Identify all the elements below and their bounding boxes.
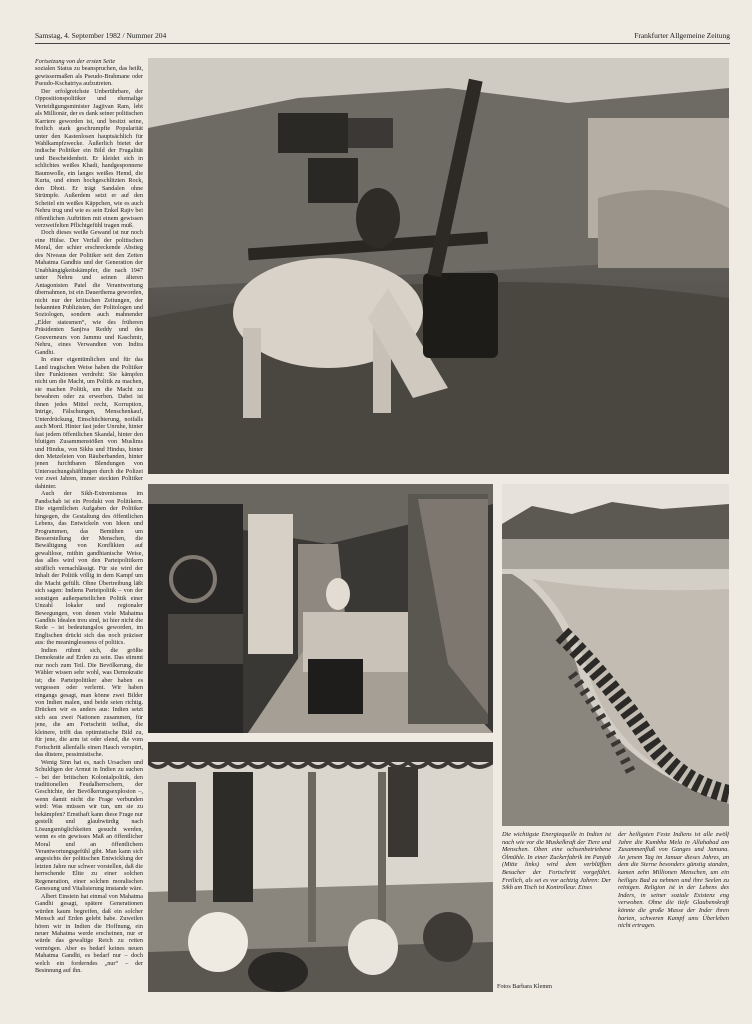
- caption-right: der heiligsten Feste Indiens ist alle zwölf Jahre die Kumbha Mela in Allahabad am Zusammenfluß von Ganges und Jamuna. An jenem Tag im Januar dieses Jahres, an dem die Sterne besonders günstig standen, kamen zehn Millionen Menschen, um ein heiliges Bad zu nehmen und ihre Seelen zu reinigen. Religion ist in der Lebens des Inders, in seiner soziale Existenz eng verwoben. Ohne die tiefe Glaubenskraft könnte die große Masse der Inder ihren harten, schweren Kampf ums Überleben nicht ertragen.: [618, 831, 729, 930]
- photo-river-bank: [502, 484, 729, 826]
- page-header: [35, 31, 730, 44]
- article-paragraph: Doch dieses weiße Gewand ist nur noch eine Hülse. Der Verfall der politischen Moral, der schier erschreckende Abstieg des Niveaus der Politiker seit den Zeiten Mahatma Gandhis und der Generation der Unabhängigkeitskämpfer, die nach 1947 unter Nehru und seinen älteren Antagonisten Patel die Verantwortung übernahmen, ist ein Dauerthema geworden, nicht nur der kritischen Zeitungen, der bekannten Publizisten, der Politologen und Soziologen, sondern auch mahnender „Elder statesmen“, wie des früheren Präsidenten Sanjiva Reddy und des Gouverneurs von Jammu und Kaschmir, Nehru, eines Verwandten von Indira Gandhi.: [35, 229, 143, 356]
- article-column: [35, 58, 143, 993]
- article-paragraph: Albert Einstein hat einmal von Mahatma Gandhi gesagt, spätere Generationen würden kaum begreifen, daß ein solcher Mensch auf Erden gelebt habe. Zuweilen hören wir in Indien die Hoffnung, ein neuer Mahatma werde erscheinen, nur er würde das gewaltige Reich zu retten vermögen. Aber es bedarf keines neuen Mahatma Gandhi, es bedarf nur – doch welch ein forderndes „nur“ – der Besinnung auf ihn.: [35, 892, 143, 975]
- photo-oil-mill: [148, 58, 729, 474]
- photo-sugar-factory: [148, 484, 493, 733]
- caption-left: Die wichtigste Energiequelle in Indien ist nach wie vor die Muskelkraft der Tiere und Menschen. Oben eine ochsenbetriebene Ölmühle. In einer Zuckerfabrik im Panjab (Mitte links) wird dem verblüfften Besucher der Fortschritt vorgeführt. Freilich, als sei es vor achtzig Jahren: Der Sikh am Tisch ist Kontrolleur. Eines: [502, 831, 611, 892]
- article-paragraph: Indien rühmt sich, die größte Demokratie auf Erden zu sein. Das stimmt nur noch zum Teil. Die Bevölkerung, die Wähler wissen sehr wohl, was Demokratie ist; die Parteipolitiker aber haben es vergessen oder verlernt. Wir haben eingangs gesagt, man könne zwei Bilder von Indien malen, und beide seien richtig. Drücken wir es anders aus: Indien setzt sich aus zwei Nationen zusammen, für jene, die am Fortschritt teilhat, die kleinere, trifft das optimistische Bild zu, für jene, die arm ist oder elend, die vom Fortschritt allenfalls einen Hauch verspürt, das düstere, pessimistische.: [35, 646, 143, 759]
- continuation-note: Fortsetzung von der ersten Seite: [35, 58, 116, 65]
- article-paragraph: sozialen Status zu beanspruchen, das heißt, gewissermaßen als Pseudo-Brahmane oder Pseudo-Kschatriya aufzutreten.: [35, 65, 143, 88]
- article-paragraph: Auch der Sikh-Extremismus im Pandschab ist ein Produkt von Politikern. Die eigentlichen Aufgaben der Politiker hingegen, die Gestaltung des öffentlichen Lebens, das Entwickeln von Ideen und Programmen, das Bemühen um Besserstellung der Menschen, die Bewältigung von Konflikten auf gewaltlose, mithin gandhianische Weise, das alles wird von den Parteipolitikern sträflich vernachlässigt. Für sie wird der Inhalt der Politik völlig in dem Kampf um die Macht gefüllt. Ohne Übertreibung läßt sich sagen: Indiens Parteipolitik – von der sonstigen außerparteilichen Politik einer Unzahl lokaler und regionaler Bewegungen, von denen viele Mahatma Gandhis Idealen treu sind, ist hier nicht die Rede – ist bedeutungslos geworden, im Englischen drückt sich das noch präziser aus: the meaninglessness of politics.: [35, 490, 143, 647]
- article-paragraph: Wenig Sinn hat es, nach Ursachen und Schuldigen der Armut in Indien zu suchen – bei der britischen Kolonialpolitik, den traditionellen Feudalherrschern, der Geschichte, der Bevölkerungsexplosion –, wenn damit nicht die Frage verbunden wird: Was müssen wir tun, um sie zu bekämpfen? Ernsthaft kann diese Frage nur gestellt und glaubwürdig nach Lösungsmöglichkeiten gesucht werden, wenn es ein gewisses Maß an öffentlicher Moral und an öffentlichem Verantwortungsgefühl gibt. Man kann sich angesichts der politischen Entwicklung der letzten Jahre nur schwer vorstellen, daß die herrschende Elite zu einer solchen Regeneration, einer solchen moralischen Genesung und Vitalisierung imstande wäre.: [35, 758, 143, 893]
- header-paper-name: Frankfurter Allgemeine Zeitung: [634, 31, 730, 40]
- photo-holy-bath: [148, 742, 493, 992]
- header-date: Samstag, 4. September 1982 / Nummer 204: [35, 31, 167, 40]
- article-paragraph: Der erfolgreichste Unberührbare, der Oppositionspolitiker und ehemalige Verteidigungsminister Jagjivan Ram, lebt als Millionär, der es dank seiner politischen Karriere geworden ist, und besitzt seine, freilich stark geschrumpfte Popularität unter den Kastenlosen hauptsächlich für Wahlkampfzwecke. Äußerlich bietet der indische Politiker ein Bild der Frugalität und Bescheidenheit. Er kleidet sich in schlichtes weißes Khadi, handgesponnene Baumwolle, ein langes weißes Hemd, die Kurta, und einen hochgeschlitzten Rock, den Dhoti. Er trägt Sandalen ohne Strümpfe. Außerdem setzt er auf den Scheitel ein weißes Käppchen, wie es auch Nehru trug und wie es sein Enkel Rajiv bei öffentlichen Auftritten mit einem gewissen verzweifelten Pflichtgefühl tragen muß.: [35, 87, 143, 229]
- photo-credit: Fotos Barbara Klemm: [497, 983, 552, 990]
- article-paragraph: In einer eigentümlichen und für das Land tragischen Weise haben die Politiker ihre Funktionen verdreht: Sie kämpfen nicht um die Macht, um Politik zu machen, sie machen Politik, um die Macht zu bewahren oder zu erwerben. Dabei ist ihnen jedes Mittel recht, Korruption, Intrige, Fälschungen, Menschenkauf, Unterdrückung, Einschüchterung, notfalls auch Mord. Hinter fast jeder Unruhe, hinter fast jedem öffentlichen Skandal, hinter den blutigen Zusammenstößen von Muslims und Hindus, von Sikhs und Hindus, hinter den Metzeleien von Räuberbanden, hinter jenen furchtbaren Blendungen von Untersuchungshäftlingen durch die Polizei vor zwei Jahren, immer steckten Politiker dahinter.: [35, 356, 143, 490]
